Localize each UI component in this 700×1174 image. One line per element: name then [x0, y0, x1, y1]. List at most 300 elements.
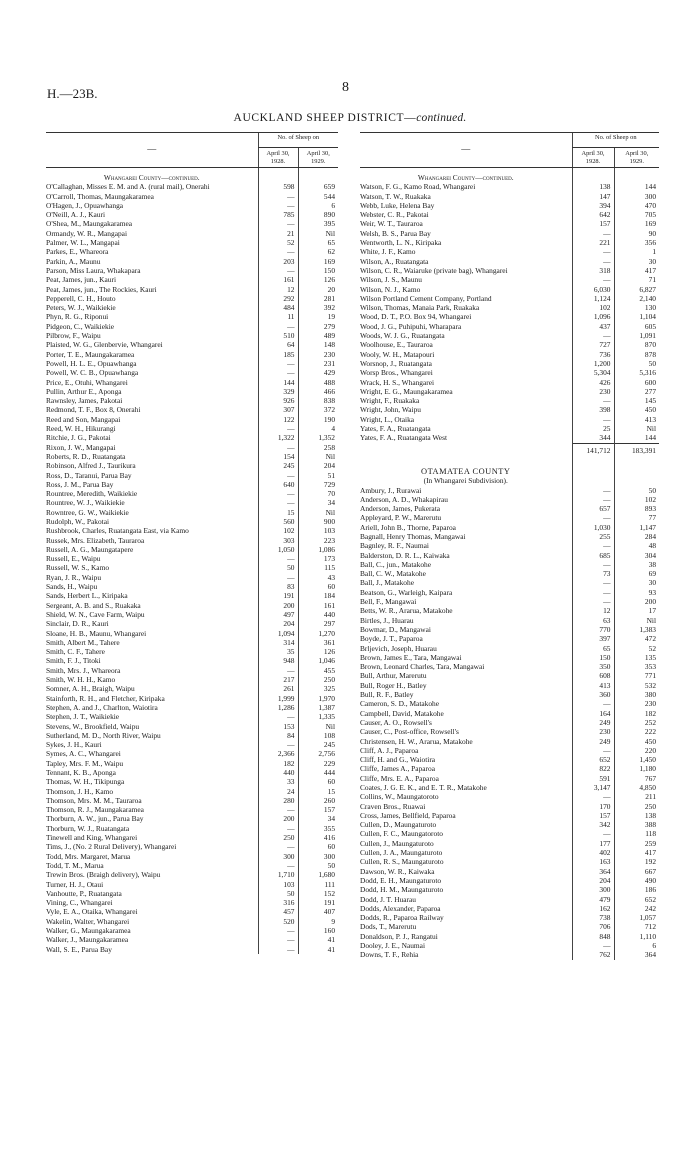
sheep-1928: 2,366 [258, 749, 298, 758]
sheep-1929: 1,680 [298, 870, 338, 879]
sheep-1929: 245 [298, 740, 338, 749]
owner-name: Craven Bros., Ruawai [360, 801, 426, 811]
sheep-1929: 41 [298, 945, 338, 954]
sheep-1928: 402 [572, 848, 614, 857]
sheep-1929: 252 [614, 718, 659, 727]
sheep-1929: 148 [298, 340, 338, 349]
sheep-1929: 1,352 [298, 433, 338, 442]
table-row [360, 690, 659, 699]
sheep-1929: 250 [298, 675, 338, 684]
table-row [360, 699, 659, 708]
sheep-1928: — [572, 396, 614, 405]
sheep-1929: 71 [614, 275, 659, 284]
owner-name: Parkin, A., Maunu [46, 256, 101, 266]
owner-name: Redmond, T. F., Box 8, Onerahi [46, 405, 141, 415]
table-row [46, 666, 338, 675]
sheep-1929: 211 [614, 792, 659, 801]
sheep-1929: 279 [298, 322, 338, 331]
sheep-1928: — [258, 740, 298, 749]
table-row [46, 759, 338, 768]
sheep-1928: 1,050 [258, 545, 298, 554]
sheep-1928: — [572, 578, 614, 587]
owner-name: Webster, C. R., Pakotai [360, 210, 429, 220]
sheep-1928: 598 [258, 182, 298, 191]
owner-name: Stephen, A. and J., Charlton, Waiotira [46, 702, 158, 712]
table-row [360, 588, 659, 597]
table-row [360, 653, 659, 662]
table-row [360, 597, 659, 606]
total-row-group [360, 443, 659, 485]
table-row [46, 852, 338, 861]
sheep-1929: 605 [614, 322, 659, 331]
table-row [46, 517, 338, 526]
sheep-1929: 392 [298, 303, 338, 312]
sheep-1929: 890 [298, 210, 338, 219]
owner-name: Shield, W. N., Cave Farm, Waipu [46, 609, 145, 619]
sheep-1928: 652 [572, 755, 614, 764]
owner-name: Sinclair, D. R., Kauri [46, 619, 109, 629]
sheep-1928: 12 [258, 285, 298, 294]
sheep-1928: 11 [258, 312, 298, 321]
col-1929-line1: April 30, [306, 150, 330, 157]
sheep-1928: — [258, 266, 298, 275]
table-row [360, 737, 659, 746]
owner-name: Smith, W. H. H., Kamo [46, 675, 116, 685]
sheep-1929: 659 [298, 182, 338, 191]
sheep-1928: 245 [258, 461, 298, 470]
table-row [360, 192, 659, 201]
sheep-1929: 220 [614, 746, 659, 755]
table-row [46, 945, 338, 954]
owner-name: Rountree, Meredith, Waikiekie [46, 489, 138, 499]
col-1929-line2: 1929. [629, 157, 644, 165]
sheep-1928: — [572, 495, 614, 504]
owner-name: Walker, G., Maungakaramea [46, 926, 131, 936]
sheep-1929: 182 [614, 709, 659, 718]
table-row [360, 857, 659, 866]
sheep-1929: 242 [614, 904, 659, 913]
owner-name: Dodd, J. T. Huarau [360, 894, 416, 904]
owner-name: Smith, F. J., Titoki [46, 656, 101, 666]
sheep-1928: 948 [258, 656, 298, 665]
owner-name: Tennant, K. B., Aponga [46, 768, 116, 777]
sheep-1928: 249 [572, 737, 614, 746]
owner-name: Bull, R. F., Batley [360, 690, 414, 700]
sheep-1929: 192 [614, 857, 659, 866]
sheep-1928: 736 [572, 350, 614, 359]
sheep-1928: — [572, 941, 614, 950]
owner-name: Sloane, H. B., Maunu, Whangarei [46, 628, 147, 638]
sheep-1928: 122 [258, 415, 298, 424]
owner-name: Todd, Mrs. Margaret, Marua [46, 851, 131, 861]
col-1928-line1: April 30, [266, 150, 290, 157]
sheep-1928: 24 [258, 787, 298, 796]
sheep-1929: Nil [298, 229, 338, 238]
table-row [360, 755, 659, 764]
sheep-1929: Nil [614, 424, 659, 433]
table-row [46, 796, 338, 805]
table-row [360, 578, 659, 587]
sheep-1928: 50 [258, 889, 298, 898]
sheep-1928: 182 [258, 759, 298, 768]
table-row [360, 219, 659, 228]
sheep-1928: — [572, 560, 614, 569]
sheep-1929: 4 [298, 424, 338, 433]
blank-cell [614, 455, 659, 476]
sheep-1928: 706 [572, 922, 614, 931]
table-row [360, 681, 659, 690]
owner-name: Cullen, D., Maungaturoto [360, 820, 437, 830]
table-row [46, 368, 338, 377]
sheep-1929: 372 [298, 405, 338, 414]
table-row [46, 322, 338, 331]
table-row [360, 727, 659, 736]
sheep-1928: 5,304 [572, 368, 614, 377]
owner-name: Rawnsley, James, Pakotai [46, 396, 123, 406]
sheep-1929: 705 [614, 210, 659, 219]
sheep-1928: 307 [258, 405, 298, 414]
sheep-1928: — [258, 842, 298, 851]
sheep-1929: 300 [614, 192, 659, 201]
col-1928-header [572, 148, 614, 168]
sheep-1928: 560 [258, 517, 298, 526]
owner-name: Smith, C. F., Tahere [46, 647, 105, 657]
sheep-1928: 157 [572, 811, 614, 820]
sheep-1929: 417 [614, 266, 659, 275]
sheep-1928: — [572, 513, 614, 522]
sheep-1929: 667 [614, 867, 659, 876]
owner-name: Vanhoutte, P., Ruatangata [46, 888, 122, 898]
owner-name: Peat, James, jun., The Rockies, Kauri [46, 284, 157, 294]
sheep-1928: — [572, 597, 614, 606]
sheep-1929: 297 [298, 619, 338, 628]
table-row [360, 396, 659, 405]
table-row [46, 461, 338, 470]
sheep-1929: 184 [298, 591, 338, 600]
sheep-1928: 437 [572, 322, 614, 331]
sheep-1929: 2,756 [298, 749, 338, 758]
table-row [46, 563, 338, 572]
col-1928-line2: 1928. [585, 157, 601, 165]
sheep-1929: 416 [298, 833, 338, 842]
owner-name: Ross, J. M., Parua Bay [46, 479, 114, 489]
sheep-1929: 41 [298, 935, 338, 944]
sheep-1928: 1,030 [572, 523, 614, 532]
sheep-1929: 65 [298, 238, 338, 247]
sheep-1929: 489 [298, 331, 338, 340]
sheep-1928: 1,710 [258, 870, 298, 879]
sheep-1929: 126 [298, 647, 338, 656]
table-row [360, 867, 659, 876]
sheep-1929: 222 [614, 727, 659, 736]
table-row [46, 601, 338, 610]
title-main: AUCKLAND SHEEP DISTRICT— [233, 112, 417, 124]
table-row [46, 247, 338, 256]
sheep-1928: — [572, 331, 614, 340]
sheep-1928: — [572, 257, 614, 266]
table-row [360, 709, 659, 718]
sheep-1928: — [258, 824, 298, 833]
table-row [46, 917, 338, 926]
table-row [360, 340, 659, 349]
owner-name: Ball, J., Matakohe [360, 578, 414, 588]
sheep-1928: 15 [258, 508, 298, 517]
sheep-1928: 147 [572, 192, 614, 201]
sheep-1928: 3,147 [572, 783, 614, 792]
sheep-1928: 685 [572, 551, 614, 560]
table-row [360, 616, 659, 625]
table-row [46, 926, 338, 935]
sheep-1928: 397 [572, 634, 614, 643]
table-row [46, 452, 338, 461]
sheep-1929: 361 [298, 638, 338, 647]
owner-name: Wright, L., Otaika [360, 414, 415, 424]
sheep-1928: 364 [572, 867, 614, 876]
sheep-1928: 1,096 [572, 312, 614, 321]
owner-name: Appleyard, P. W., Marerutu [360, 513, 442, 523]
blank-cell [258, 168, 298, 183]
table-row [360, 312, 659, 321]
owner-name: Wooly, W. H., Matapouri [360, 349, 435, 359]
name-column-header: — [360, 133, 572, 168]
table-row [360, 368, 659, 377]
owner-name: Stephen, J. T., Waikiekie [46, 712, 120, 722]
owner-name: Campbell, David, Matakohe [360, 708, 444, 718]
table-row [46, 907, 338, 916]
sheep-1929: 1,110 [614, 932, 659, 941]
sheep-1928: 170 [572, 802, 614, 811]
sheep-1929: 102 [614, 495, 659, 504]
owner-name: Tinewell and King, Whangarei [46, 833, 138, 843]
owner-name: Pepperell, C. H., Houto [46, 293, 116, 303]
sheep-1928: 144 [258, 378, 298, 387]
sheep-1929: 157 [298, 805, 338, 814]
owner-name: Yates, F. A., Ruatangata [360, 424, 431, 434]
col-1929-line2: 1929. [311, 157, 326, 165]
sheep-1928: 102 [258, 526, 298, 535]
sheep-1928: 510 [258, 331, 298, 340]
table-row [46, 498, 338, 507]
table-row [360, 275, 659, 284]
table-row [360, 662, 659, 671]
owner-name: Bell, F., Mangawai [360, 597, 417, 607]
sheep-1929: 30 [614, 578, 659, 587]
table-row [360, 359, 659, 368]
table-row [360, 551, 659, 560]
sheep-1929: 50 [614, 359, 659, 368]
table-row [360, 848, 659, 857]
owner-name: Weir, W. T., Tauraroa [360, 219, 423, 229]
sheep-1928: 200 [258, 814, 298, 823]
sheep-1928: — [258, 573, 298, 582]
owner-name: Wentworth, L. N., Kiripaka [360, 238, 442, 248]
owner-name: Bull, Roger H., Batley [360, 680, 427, 690]
sheep-1929: 2,140 [614, 294, 659, 303]
sheep-1929: 470 [614, 201, 659, 210]
sheep-1929: 466 [298, 387, 338, 396]
sheep-1929: 186 [614, 885, 659, 894]
total-1929: 183,391 [614, 443, 659, 455]
table-row [360, 433, 659, 443]
sheep-1928: 230 [572, 727, 614, 736]
owner-name: Wilson, N. J., Kamo [360, 284, 421, 294]
sheep-1929: 93 [614, 588, 659, 597]
owner-name: Dawson, W. R., Kaiwaka [360, 866, 435, 876]
blank-cell [614, 476, 659, 485]
owner-name: Watson, T. W., Ruakaka [360, 191, 431, 201]
col-1929-line1: April 30, [625, 150, 649, 157]
sheep-1929: 90 [614, 229, 659, 238]
owner-name: Somner, A. H., Braigh, Waipu [46, 684, 135, 694]
sheep-1928: 12 [572, 606, 614, 615]
sheep-1929: 544 [298, 192, 338, 201]
table-row [360, 210, 659, 219]
owner-name: Powell, W. C. B., Opuawhanga [46, 368, 139, 378]
sheep-1928: 1,322 [258, 433, 298, 442]
sheep-1928: 360 [572, 690, 614, 699]
table-row [46, 787, 338, 796]
table-row [46, 219, 338, 228]
owner-name: Ryan, J. R., Waipu [46, 572, 102, 582]
table-row [46, 396, 338, 405]
sheep-1929: 281 [298, 294, 338, 303]
sheep-1928: 65 [572, 644, 614, 653]
owner-name: Christensen, H. W., Ararua, Matakohe [360, 736, 473, 746]
table-row [46, 712, 338, 721]
sheep-1929: 364 [614, 950, 659, 959]
sheep-1928: 154 [258, 452, 298, 461]
sheep-1928: — [258, 192, 298, 201]
owner-name: Roberts, R. D., Ruatangata [46, 451, 126, 461]
owner-name: Cliffe, Mrs. E. A., Paparoa [360, 773, 439, 783]
sheep-1928: 318 [572, 266, 614, 275]
table-row [46, 312, 338, 321]
left-column [46, 132, 338, 954]
table-row [46, 703, 338, 712]
col-1929-header [614, 148, 659, 168]
table-row [46, 238, 338, 247]
sheep-1929: 52 [614, 644, 659, 653]
sheep-1929: 60 [298, 842, 338, 851]
table-row [46, 656, 338, 665]
owner-name: O'Carroll, Thomas, Maungakaramea [46, 191, 154, 201]
sheep-1928: 138 [572, 182, 614, 191]
owner-name: Vyle, E. A., Otaika, Whangarei [46, 907, 138, 917]
sheep-1928: 770 [572, 625, 614, 634]
owner-name: Russell, A. G., Maungatapere [46, 544, 134, 554]
sheep-1928: 63 [572, 616, 614, 625]
table-row [46, 536, 338, 545]
owner-name: Dodd, E. H., Maungaturoto [360, 875, 442, 885]
sheep-1929: 150 [298, 266, 338, 275]
sheep-1929: 118 [614, 829, 659, 838]
sheep-1928: — [258, 471, 298, 480]
owner-name: Birtles, J., Huarau [360, 615, 414, 625]
sheep-1928: — [258, 861, 298, 870]
blank-cell [298, 168, 338, 183]
sheep-1929: 838 [298, 396, 338, 405]
sheep-1929: 6,827 [614, 285, 659, 294]
sheep-1929: 160 [298, 926, 338, 935]
table-row [360, 922, 659, 931]
owner-name: Coates, J. G. E. K., and E. T. R., Matakohe [360, 783, 487, 792]
sheep-1928: 21 [258, 229, 298, 238]
sheep-1929: 50 [614, 486, 659, 495]
table-row [46, 722, 338, 731]
sheep-1929: 145 [614, 396, 659, 405]
sheep-1928: — [572, 247, 614, 256]
owner-name: Parkes, E., Whareora [46, 247, 109, 257]
owner-name: Dodds, R., Paparoa Railway [360, 913, 444, 923]
table-row [46, 573, 338, 582]
sheep-1929: 395 [298, 219, 338, 228]
owner-name: Bull, Arthur, Marerutu [360, 671, 427, 681]
owner-name: Wilson Portland Cement Company, Portland [360, 293, 492, 303]
sheep-1928: 150 [572, 653, 614, 662]
owner-name: Thomson, R. J., Maungakaramea [46, 805, 144, 815]
sheep-1929: 51 [298, 471, 338, 480]
table-row [360, 322, 659, 331]
owner-name: Tims, J., (No. 2 Rural Delivery), Whangarei [46, 842, 177, 852]
sheep-1929: 30 [614, 257, 659, 266]
owner-name: Wood, D. T., P.O. Box 94, Whangarei [360, 312, 472, 322]
owner-name: Porter, T. E., Maungakaramea [46, 349, 135, 359]
col-1928-line2: 1928. [270, 157, 286, 165]
sheep-1929: 77 [614, 513, 659, 522]
owner-name: Stevens, W., Brookfield, Waipu [46, 721, 140, 731]
sheep-1929: 893 [614, 504, 659, 513]
blank-cell [572, 455, 614, 476]
table-row [46, 629, 338, 638]
sheep-1929: 417 [614, 848, 659, 857]
col-1929-header [298, 148, 338, 168]
table-row [46, 192, 338, 201]
sheep-1929: Nil [614, 616, 659, 625]
sheep-1928: 300 [258, 852, 298, 861]
sheep-1928: 440 [258, 768, 298, 777]
left-table [46, 132, 338, 954]
sheep-count-header: No. of Sheep on [258, 133, 338, 148]
owner-name: O'Callaghan, Misses E. M. and A. (rural mail), Onerahi [46, 182, 210, 192]
owner-name: Cameron, S. D., Matakohe [360, 699, 440, 709]
owner-name: Rudolph, W., Pakotai [46, 516, 110, 526]
table-row [46, 554, 338, 563]
table-row [360, 266, 659, 275]
owner-name: Todd, T. M., Marua [46, 860, 104, 870]
sheep-1928: 926 [258, 396, 298, 405]
right-column [360, 132, 659, 960]
sheep-1928: 762 [572, 950, 614, 959]
sheep-1928: 6,030 [572, 285, 614, 294]
sheep-1929: 200 [614, 597, 659, 606]
owner-name: Woods, W. J. G., Ruatangata [360, 331, 445, 341]
total-label [360, 443, 572, 455]
sheep-1928: — [572, 486, 614, 495]
sheep-1928: 217 [258, 675, 298, 684]
sheep-1929: 6 [298, 201, 338, 210]
table-row [360, 229, 659, 238]
sheep-1929: 5,316 [614, 368, 659, 377]
sheep-1928: — [572, 541, 614, 550]
sheep-1929: 355 [298, 824, 338, 833]
sheep-1928: 185 [258, 350, 298, 359]
table-row [46, 694, 338, 703]
owner-name: Beatson, G., Warleigh, Kaipara [360, 587, 453, 597]
table-row [46, 201, 338, 210]
sheep-1929: 1,383 [614, 625, 659, 634]
table-row [46, 331, 338, 340]
owner-name: Peat, James, jun., Kauri [46, 275, 116, 285]
